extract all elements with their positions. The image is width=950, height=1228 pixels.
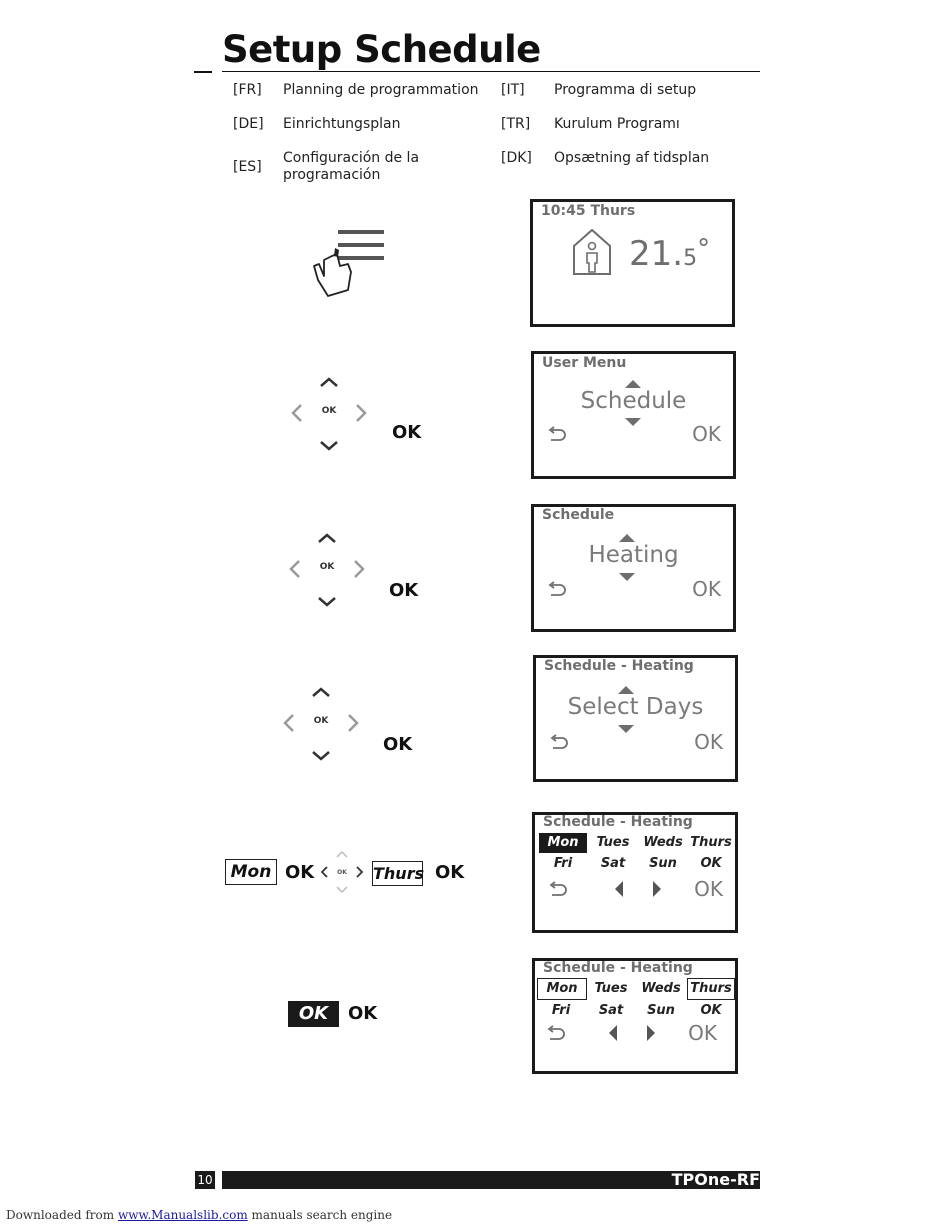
lang-text-es: Configuración de la programación — [283, 150, 420, 183]
day-mon: Mon — [537, 978, 587, 1000]
download-prefix: Downloaded from — [6, 1208, 115, 1222]
temp-main: 21. — [629, 234, 684, 274]
screen-ok: OK — [692, 422, 721, 446]
day-fri: Fri — [551, 1003, 571, 1018]
scroll-down-icon — [625, 418, 641, 426]
back-icon — [547, 881, 567, 903]
nav-pad[interactable] — [279, 682, 363, 770]
download-note — [6, 1208, 392, 1222]
lang-code-dk: [DK] — [501, 150, 532, 166]
nav-pad-ok[interactable]: OK — [319, 562, 335, 572]
arrow-right-icon — [647, 1025, 655, 1041]
back-icon — [546, 426, 566, 448]
menu-item: Heating — [588, 542, 679, 568]
day-weds: Weds — [641, 981, 681, 996]
lang-code-es: [ES] — [233, 159, 262, 175]
lang-code-fr: [FR] — [233, 82, 262, 98]
day-chip-mon: Mon — [225, 859, 277, 885]
screen-user-menu — [531, 351, 736, 479]
nav-pad-ok[interactable]: OK — [313, 716, 329, 726]
menu-press-icon — [310, 226, 390, 306]
arrow-left-icon — [609, 1025, 617, 1041]
ok-chip: OK — [288, 1001, 339, 1027]
home-temperature — [629, 234, 710, 274]
lang-text-tr: Kurulum Programı — [554, 116, 680, 132]
day-ok: OK — [700, 1003, 722, 1018]
home-time: 10:45 Thurs — [541, 203, 636, 219]
screen-home — [530, 199, 735, 327]
lang-code-it: [IT] — [501, 82, 525, 98]
screen-ok: OK — [692, 577, 721, 601]
ok-action-label: OK — [435, 862, 465, 883]
nav-pad[interactable] — [287, 372, 371, 460]
model-name: TPOne-RF — [671, 1170, 760, 1189]
screen-days-select — [532, 812, 738, 933]
day-thurs: Thurs — [690, 835, 732, 850]
title-rule — [222, 71, 760, 72]
lang-text-it: Programma di setup — [554, 82, 697, 98]
nav-pad[interactable] — [285, 528, 369, 616]
scroll-down-icon — [619, 573, 635, 581]
manualslib-link[interactable]: www.Manualslib.com — [117, 1208, 248, 1222]
menu-item: Select Days — [567, 694, 704, 720]
lang-text-fr: Planning de programmation — [283, 82, 479, 98]
screen-ok: OK — [694, 877, 723, 901]
page-title: Setup Schedule — [222, 28, 541, 71]
ok-action-label: OK — [285, 862, 315, 883]
back-icon — [546, 581, 566, 603]
temp-degree: ° — [697, 234, 711, 264]
screen-header: Schedule - Heating — [543, 960, 693, 976]
ok-action-label: OK — [389, 580, 419, 601]
day-thurs: Thurs — [687, 978, 735, 1000]
ok-action-label: OK — [392, 422, 422, 443]
back-icon — [548, 734, 568, 756]
day-sun: Sun — [647, 1003, 675, 1018]
screen-days-confirm — [532, 958, 738, 1074]
day-chip-thurs: Thurs — [372, 861, 423, 886]
scroll-up-icon — [625, 380, 641, 388]
day-fri: Fri — [553, 856, 573, 871]
day-sat: Sat — [600, 856, 626, 871]
scroll-up-icon — [618, 686, 634, 694]
ok-action-label: OK — [348, 1003, 378, 1024]
back-icon — [545, 1025, 565, 1047]
scroll-up-icon — [619, 534, 635, 542]
day-sat: Sat — [598, 1003, 624, 1018]
page-number: 10 — [195, 1171, 215, 1189]
scroll-down-icon — [618, 725, 634, 733]
menu-item: Schedule — [580, 388, 687, 414]
screen-header: Schedule - Heating — [543, 814, 693, 830]
screen-header: User Menu — [542, 355, 627, 371]
lang-text-dk: Opsætning af tidsplan — [554, 150, 710, 166]
screen-ok: OK — [688, 1021, 717, 1045]
screen-header: Schedule — [542, 507, 615, 523]
svg-text:OK: OK — [337, 869, 347, 876]
home-icon — [571, 226, 613, 282]
title-tick — [194, 71, 212, 73]
temp-decimal: 5 — [683, 246, 698, 271]
download-suffix: manuals search engine — [251, 1208, 393, 1222]
screen-header: Schedule - Heating — [544, 658, 694, 674]
screen-ok: OK — [694, 730, 723, 754]
arrow-left-icon — [615, 881, 623, 897]
day-ok: OK — [700, 856, 722, 871]
day-sun: Sun — [649, 856, 677, 871]
small-nav-pad[interactable] — [318, 848, 366, 900]
nav-pad-ok[interactable]: OK — [321, 406, 337, 416]
arrow-right-icon — [653, 881, 661, 897]
day-tues: Tues — [596, 835, 630, 850]
lang-code-tr: [TR] — [501, 116, 531, 132]
screen-schedule-heating — [533, 655, 738, 782]
day-tues: Tues — [594, 981, 628, 996]
lang-code-de: [DE] — [233, 116, 264, 132]
day-weds: Weds — [643, 835, 683, 850]
lang-text-de: Einrichtungsplan — [283, 116, 401, 132]
screen-schedule — [531, 504, 736, 632]
day-mon: Mon — [539, 833, 587, 853]
ok-action-label: OK — [383, 734, 413, 755]
